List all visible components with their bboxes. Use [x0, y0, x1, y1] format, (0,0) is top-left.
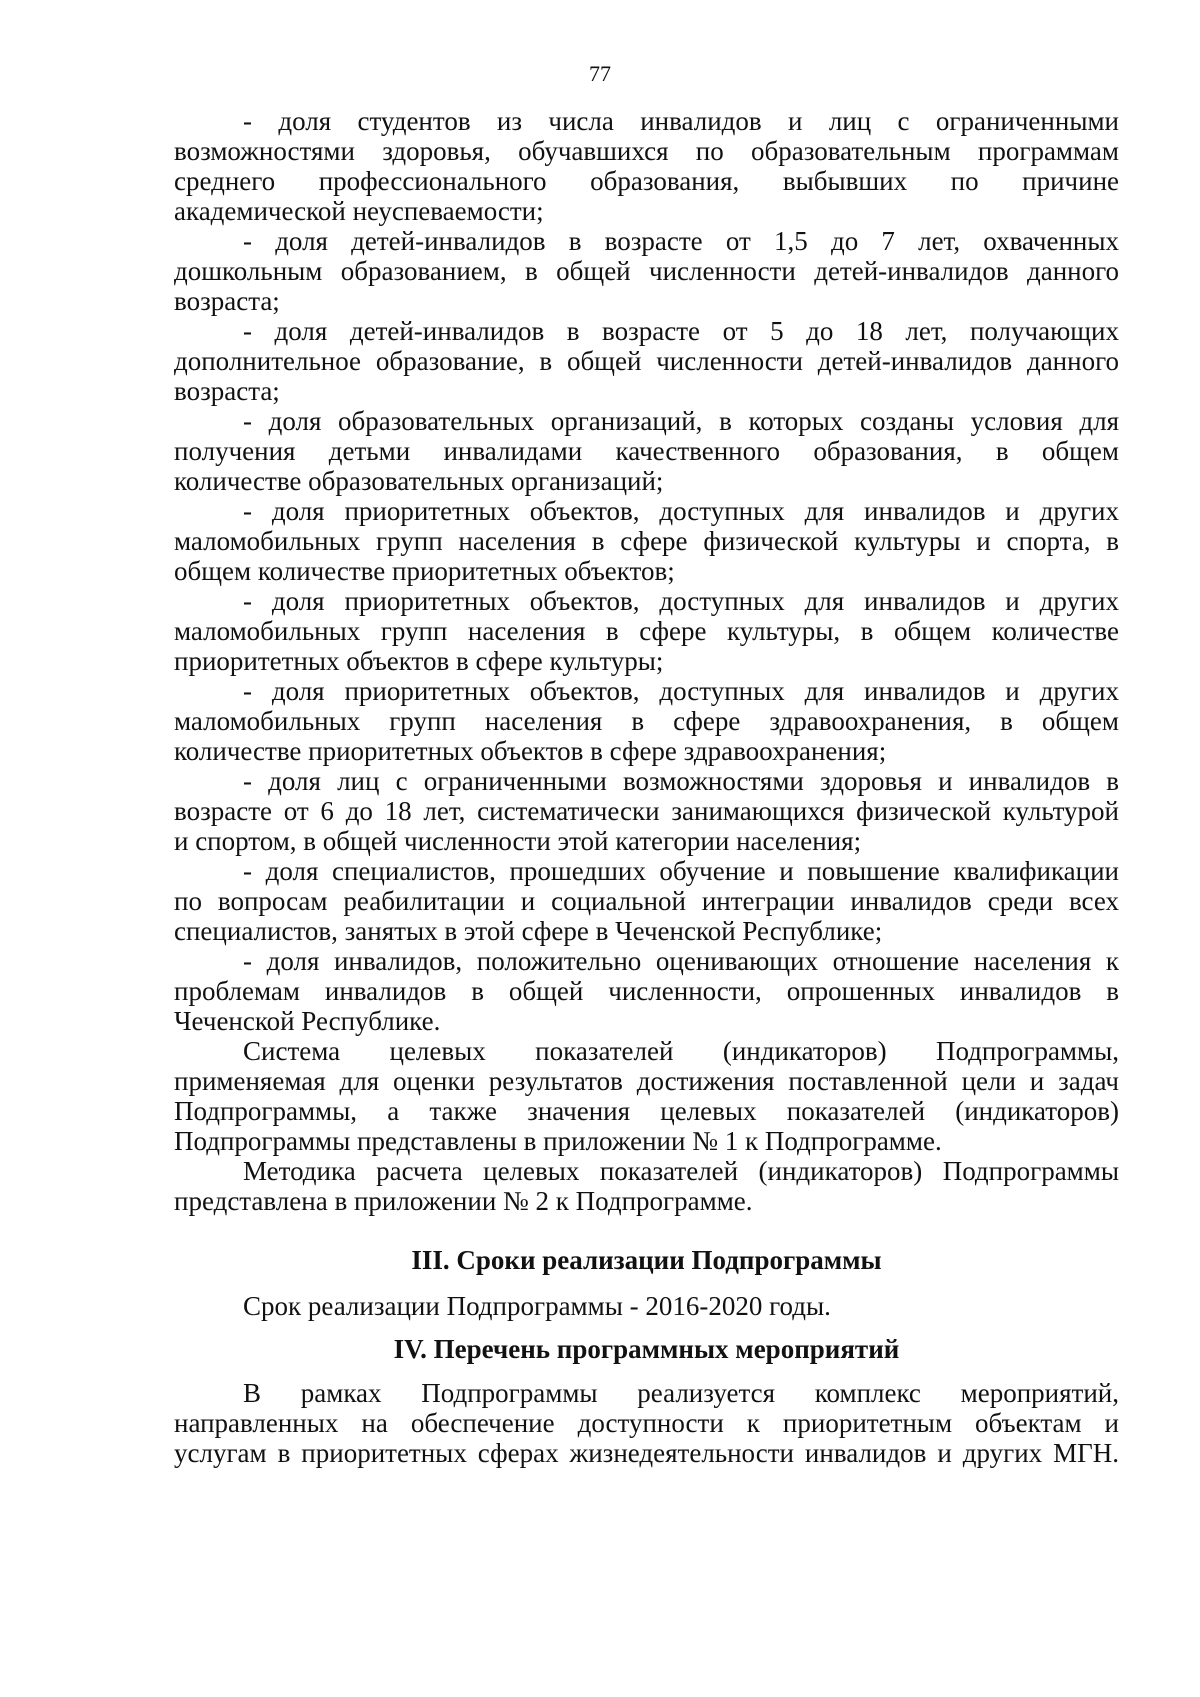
paragraph-line: количестве приоритетных объектов в сфере здравоохранения; — [174, 736, 887, 766]
paragraph-line: - доля студентов из числа инвалидов и лиц с ограниченными — [243, 106, 1119, 136]
paragraph-line: академической неуспеваемости; — [174, 196, 544, 226]
paragraph-line: возрасте от 6 до 18 лет, систематически занимающихся физической культурой — [174, 796, 1119, 826]
paragraph-line: применяемая для оценки результатов достижения поставленной цели и задач — [174, 1066, 1119, 1096]
paragraph-line: - доля лиц с ограниченными возможностями здоровья и инвалидов в — [243, 766, 1119, 796]
section-4-heading: IV. Перечень программных мероприятий — [393, 1334, 900, 1364]
paragraph-line: Подпрограммы, а также значения целевых показателей (индикаторов) — [174, 1096, 1119, 1126]
paragraph-line: общем количестве приоритетных объектов; — [174, 556, 675, 586]
paragraph-line: дошкольным образованием, в общей численности детей-инвалидов данного — [174, 256, 1119, 286]
paragraph-line: среднего профессионального образования, выбывших по причине — [174, 166, 1119, 196]
paragraph-line: - доля образовательных организаций, в которых созданы условия для — [243, 406, 1119, 436]
paragraph-line: дополнительное образование, в общей численности детей-инвалидов данного — [174, 346, 1119, 376]
paragraph-line: маломобильных групп населения в сфере физической культуры и спорта, в — [174, 526, 1119, 556]
paragraph-line: - доля детей-инвалидов в возрасте от 1,5 до 7 лет, охваченных — [243, 226, 1119, 256]
paragraph-line: приоритетных объектов в сфере культуры; — [174, 646, 664, 676]
paragraph-line: возраста; — [174, 286, 280, 316]
section-3-heading: III. Сроки реализации Подпрограммы — [411, 1245, 882, 1275]
paragraph-line: количестве образовательных организаций; — [174, 466, 664, 496]
paragraph-line: возраста; — [174, 376, 280, 406]
paragraph-line: Подпрограммы представлены в приложении № 1 к Подпрограмме. — [174, 1126, 942, 1156]
paragraph-line: представлена в приложении № 2 к Подпрограмме. — [174, 1186, 753, 1216]
paragraph-line: Система целевых показателей (индикаторов) Подпрограммы, — [243, 1036, 1119, 1066]
page-number: 77 — [589, 61, 611, 86]
paragraph-line: - доля инвалидов, положительно оценивающих отношение населения к — [243, 946, 1119, 976]
paragraph-line: возможностями здоровья, обучавшихся по образовательным программам — [174, 136, 1119, 166]
paragraph-line: Чеченской Республике. — [174, 1006, 441, 1036]
paragraph-line: направленных на обеспечение доступности к приоритетным объектам и — [174, 1408, 1119, 1438]
paragraph-line: услугам в приоритетных сферах жизнедеятельности инвалидов и других МГН. — [174, 1438, 1119, 1468]
paragraph-line: проблемам инвалидов в общей численности, опрошенных инвалидов в — [174, 976, 1119, 1006]
paragraph-line: - доля приоритетных объектов, доступных для инвалидов и других — [243, 496, 1119, 526]
paragraph-line: получения детьми инвалидами качественного образования, в общем — [174, 436, 1119, 466]
paragraph-line: по вопросам реабилитации и социальной интеграции инвалидов среди всех — [174, 886, 1119, 916]
paragraph-line: - доля специалистов, прошедших обучение и повышение квалификации — [243, 856, 1119, 886]
section-3-text: Срок реализации Подпрограммы - 2016-2020 годы. — [243, 1291, 831, 1321]
paragraph-line: Методика расчета целевых показателей (индикаторов) Подпрограммы — [243, 1156, 1119, 1186]
paragraph-line: маломобильных групп населения в сфере здравоохранения, в общем — [174, 706, 1119, 736]
paragraph-line: - доля приоритетных объектов, доступных для инвалидов и других — [243, 676, 1119, 706]
paragraph-line: специалистов, занятых в этой сфере в Чеченской Республике; — [174, 916, 883, 946]
paragraph-line: маломобильных групп населения в сфере культуры, в общем количестве — [174, 616, 1119, 646]
paragraph-line: - доля приоритетных объектов, доступных для инвалидов и других — [243, 586, 1119, 616]
paragraph-line: - доля детей-инвалидов в возрасте от 5 до 18 лет, получающих — [243, 316, 1119, 346]
paragraph-line: В рамках Подпрограммы реализуется комплекс мероприятий, — [243, 1378, 1119, 1408]
paragraph-line: и спортом, в общей численности этой категории населения; — [174, 826, 862, 856]
